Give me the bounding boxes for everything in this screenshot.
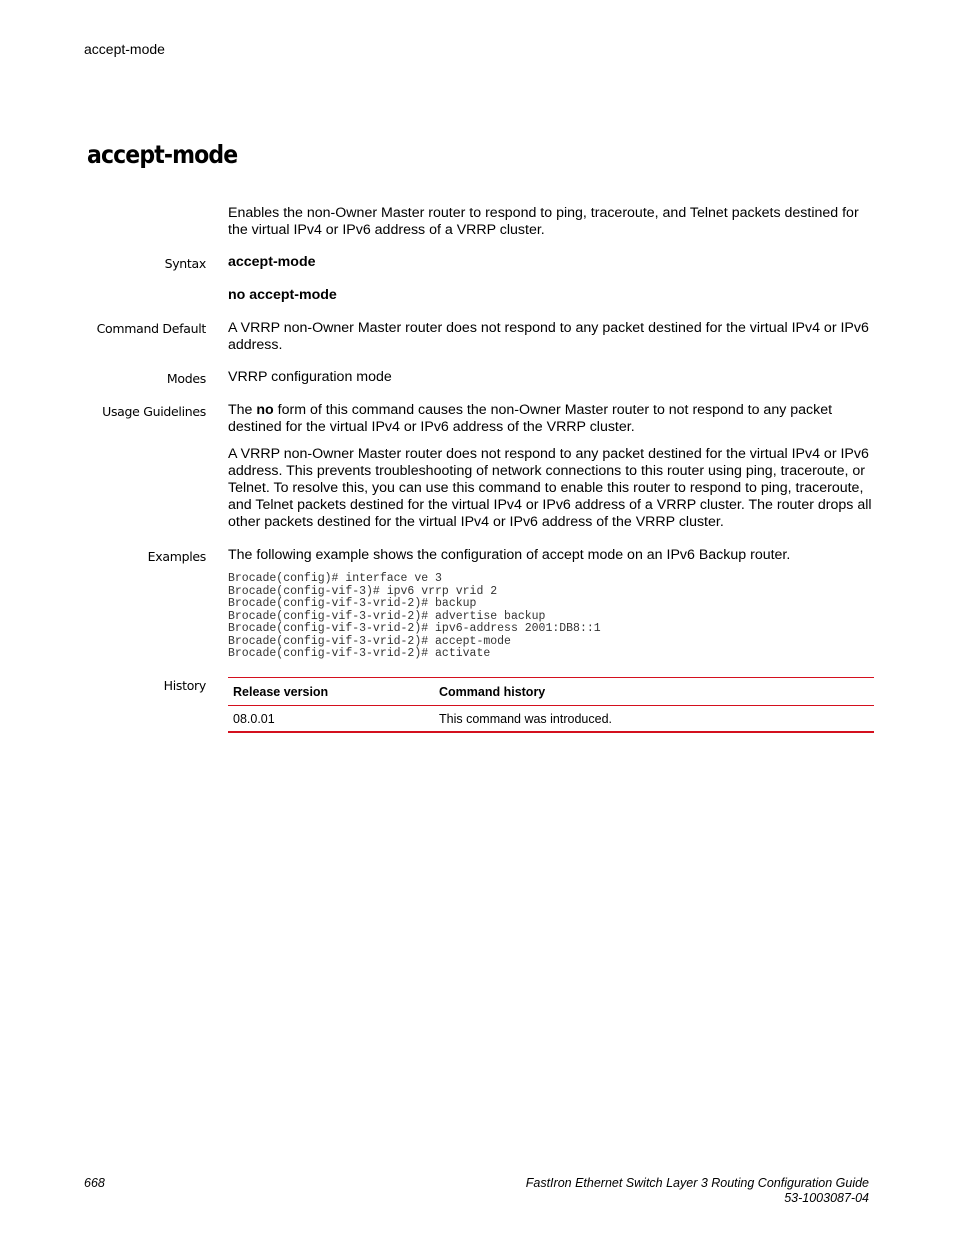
code-line: Brocade(config-vif-3-vrid-2)# ipv6-address 2001:DB8::1 xyxy=(228,622,601,635)
code-example xyxy=(228,573,601,661)
command-default-label: Command Default xyxy=(96,321,206,336)
usage-paragraph-1 xyxy=(228,402,873,436)
syntax-label: Syntax xyxy=(164,256,206,271)
code-line: Brocade(config-vif-3-vrid-2)# accept-mode xyxy=(228,634,511,648)
code-line: Brocade(config-vif-3-vrid-2)# advertise backup xyxy=(228,609,546,623)
code-line: Brocade(config-vif-3)# ipv6 vrrp vrid 2 xyxy=(228,584,498,598)
examples-intro: The following example shows the configuration of accept mode on an IPv6 Backup router. xyxy=(228,547,791,563)
usage-paragraph-2: A VRRP non-Owner Master router does not respond to any packet destined for the virtual IPv4 or IPv6 address. This prevents troubleshooting of network connections to this router using ping, traceroute, or Telnet. To resolve this, you can use this command to enable this router to respond to ping, traceroute, and Telnet packets destined for the virtual IPv4 or IPv6 address of a VRRP cluster. The router drops all other packets destined for the virtual IPv4 or IPv6 address of the VRRP cluster. xyxy=(228,446,872,530)
usage-p1-bold: no xyxy=(256,402,274,418)
syntax-line-2: no accept-mode xyxy=(228,287,337,303)
usage-p1-prefix: The xyxy=(228,402,257,418)
modes-text: VRRP configuration mode xyxy=(228,369,392,385)
command-default-text: A VRRP non-Owner Master router does not respond to any packet destined for the virtual IPv4 or IPv6 address. xyxy=(228,320,869,353)
page-number: 668 xyxy=(84,1176,105,1190)
column-header-history: Command history xyxy=(434,678,874,706)
guide-title: FastIron Ethernet Switch Layer 3 Routing Configuration Guide xyxy=(525,1176,869,1190)
history-table xyxy=(228,677,874,733)
running-header: accept-mode xyxy=(84,41,165,57)
column-header-release: Release version xyxy=(228,678,434,706)
usage-guidelines-label: Usage Guidelines xyxy=(102,404,206,419)
code-line: Brocade(config)# interface ve 3 xyxy=(228,572,442,585)
command-history-cell: This command was introduced. xyxy=(434,706,874,733)
syntax-line-1: accept-mode xyxy=(228,254,316,270)
intro-paragraph: Enables the non-Owner Master router to respond to ping, traceroute, and Telnet packets destined for the virtual IPv4 or IPv6 address of a VRRP cluster. xyxy=(228,205,859,238)
usage-p1-rest: form of this command causes the non-Owner Master router to not respond to any packet destined for the virtual IPv4 or IPv6 address of the VRRP cluster. xyxy=(228,402,833,435)
modes-label: Modes xyxy=(166,371,206,386)
page-title: accept-mode xyxy=(87,140,238,169)
code-line: Brocade(config-vif-3-vrid-2)# activate xyxy=(228,647,491,660)
doc-number: 53-1003087-04 xyxy=(784,1191,869,1205)
code-line: Brocade(config-vif-3-vrid-2)# backup xyxy=(228,597,477,610)
table-row xyxy=(228,706,874,733)
release-version-cell: 08.0.01 xyxy=(228,706,434,733)
table-header-row xyxy=(228,678,874,706)
examples-label: Examples xyxy=(147,549,206,564)
history-label: History xyxy=(163,678,206,693)
footer-guide xyxy=(526,1176,869,1206)
